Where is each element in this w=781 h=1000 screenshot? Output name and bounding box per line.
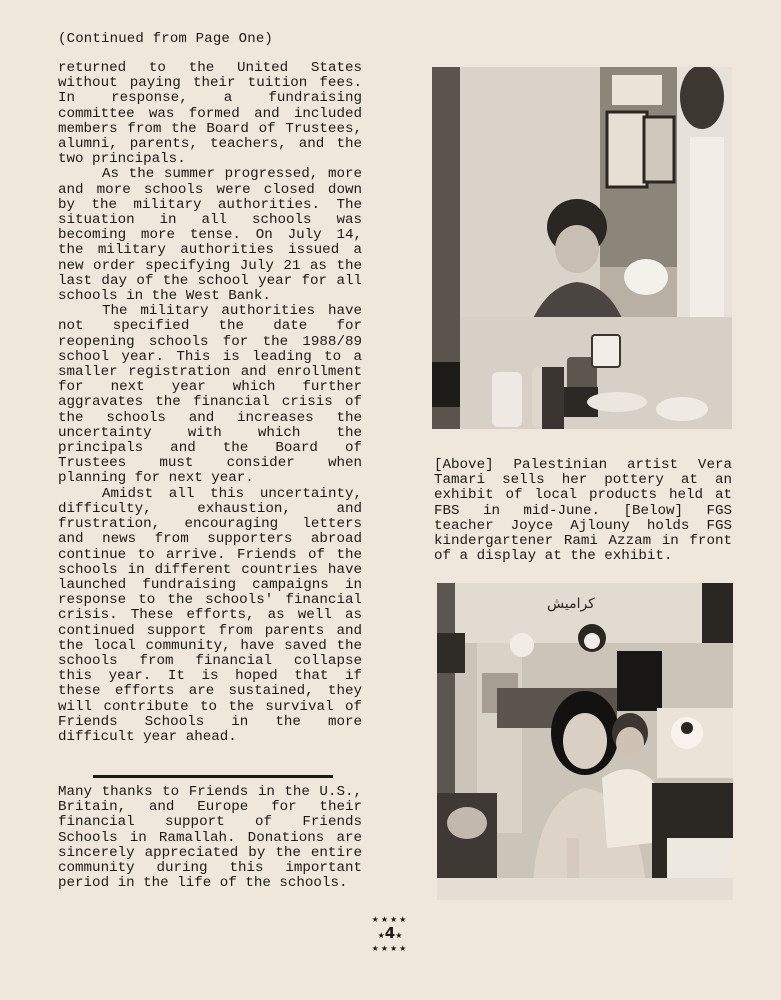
star-icon: ★: [377, 931, 385, 940]
section-divider: [93, 775, 333, 778]
teacher-child-photo: [437, 583, 733, 900]
footer-stars-bottom: ★★★★: [371, 944, 409, 953]
article-paragraph: returned to the United States without paying their tuition fees. In response, a fundraising committee was formed and included members from the Board of Trustees, alumni, parents, teachers, and the two principals.: [58, 60, 362, 168]
page-number-value: 4: [384, 924, 396, 942]
display-banner-text: كراميش: [547, 596, 595, 612]
teacher-child-image: [437, 583, 733, 900]
star-icon: ★: [395, 931, 403, 940]
article-paragraph: As the summer progressed, more and more schools were closed down by the military authorities. The situation in all schools was becoming more tense. On July 14, the military authorities issued a new order specifying July 21 as the last day of the school year for all schools in the West Bank.: [58, 166, 362, 305]
pottery-sale-image: [432, 67, 732, 429]
photo-caption: [Above] Palestinian artist Vera Tamari sells her pottery at an exhibit of local products held at FBS in mid-June. [Below] FGS teacher Joyce Ajlouny holds FGS kindergartener Rami Azzam in front of a display at the exhibit.: [434, 457, 732, 565]
page-number: [360, 925, 420, 944]
article-paragraph: The military authorities have not specified the date for reopening schools for the 1988/89 school year. This is leading to a smaller registration and enrollment for next year which further aggravates the financial crisis of the schools and increases the uncertainty with which the principals and the Board of Trustees must consider when planning for next year.: [58, 303, 362, 487]
page-footer: [360, 915, 420, 954]
article-paragraph: Amidst all this uncertainty, difficulty, exhaustion, and frustration, encouraging letters and news from supporters abroad continue to arrive. Friends of the schools in different countries have launched fundraising campaigns in response to the schools' financial crisis. These efforts, as well as continued support from parents and the local community, have saved the schools from financial collapse this year. It is hoped that if these efforts are sustained, they will contribute to the survival of Friends Schools in the more difficult year ahead.: [58, 485, 362, 745]
continued-note: (Continued from Page One): [58, 31, 274, 47]
pottery-sale-photo: [432, 67, 732, 429]
article-column: [58, 61, 362, 745]
footer-stars-top: ★★★★: [371, 915, 409, 924]
thanks-note: Many thanks to Friends in the U.S., Britain, and Europe for their financial support of Friends Schools in Ramallah. Donations are sincerely appreciated by the entire community during this important period in the life of the schools.: [58, 784, 362, 892]
